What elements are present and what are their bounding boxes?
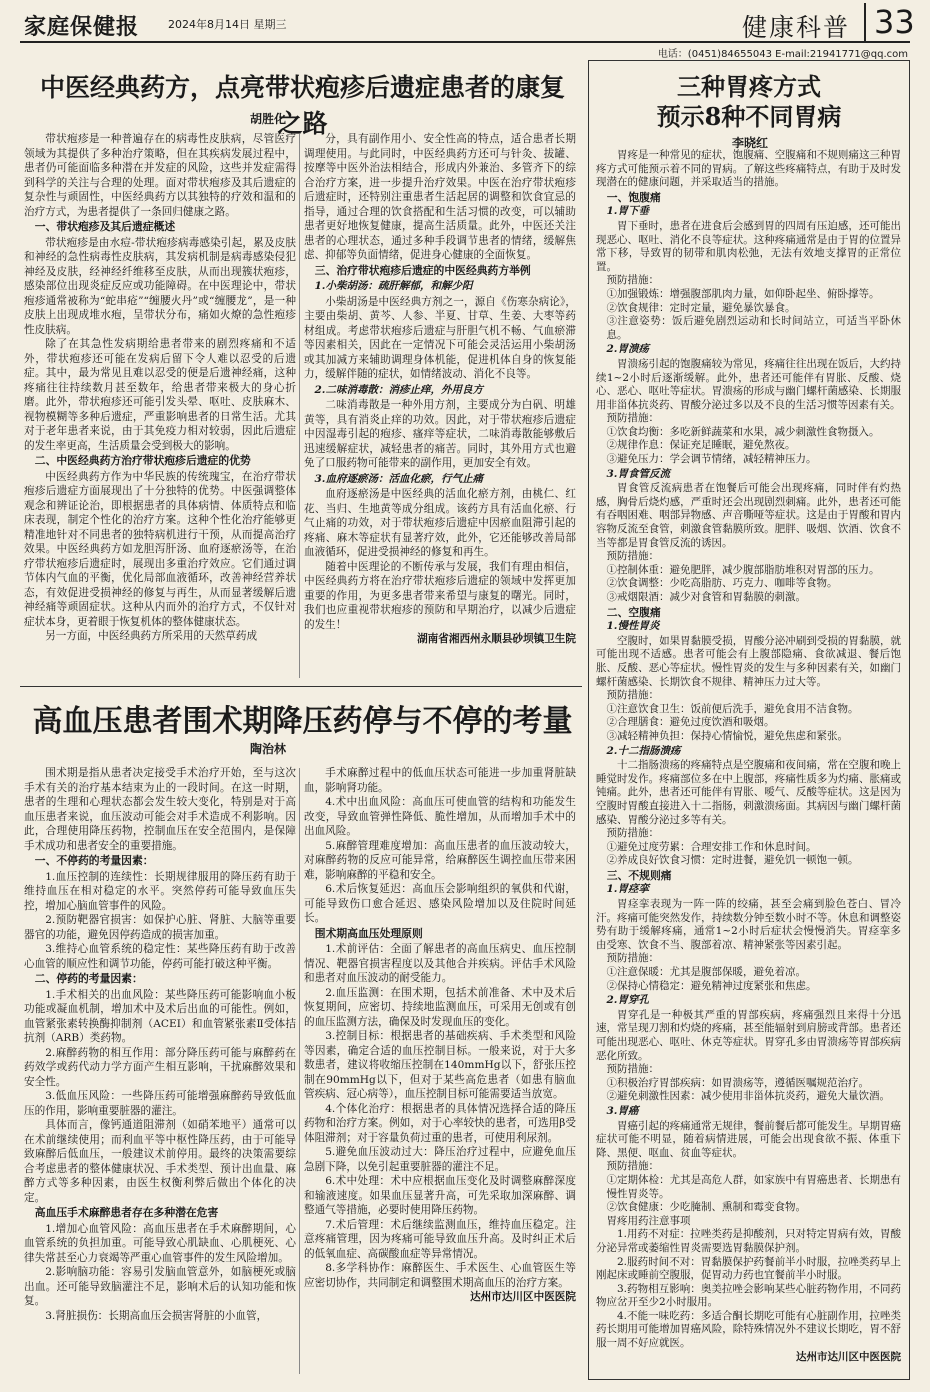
list-item: ②养成良好饮食习惯：定时进餐，避免饥一顿饱一顿。 (606, 854, 859, 867)
paragraph: 1.增加心血管风险：高血压患者在手术麻醉期间，心血管系统的负担加重。可能导致心肌缺血、心肌梗死、心律失常甚至心力衰竭等严重心血管事件的发生风险增加。 (24, 1222, 296, 1264)
article2-title: 高血压患者围术期降压药停与不停的考量 (32, 704, 573, 739)
article2-column-2 (304, 766, 576, 1378)
list-item: ③戒烟限酒：减少对食管和胃黏膜的刺激。 (606, 591, 806, 603)
list-item: ②保持心情稳定：避免精神过度紧张和焦虑。 (606, 979, 817, 992)
list-item: ②饮食规律：定时定量，避免暴饮暴食。 (606, 301, 796, 314)
paragraph: 6.术中处理：术中应根据血压变化及时调整麻醉深度和输液速度。如果血压显著升高，可先采取加深麻醉、调整通气等措施，必要时使用降压药物。 (304, 1175, 576, 1216)
subheading: 围术期高血压处理原则 (314, 926, 423, 940)
sub-subheading: 1.慢性胃炎 (606, 620, 660, 633)
paragraph: 另一方面，中医经典药方所采用的天然草药成 (45, 630, 258, 642)
paragraph: 2.服药时间不对：胃黏膜保护药餐前半小时服，拉唑类药早上刚起床或睡前空腹服，促胃动力药也宜餐前半小时服。 (596, 1255, 901, 1282)
list-item: ②饮食调整：少吃高脂肪、巧克力、咖啡等食物。 (606, 577, 838, 590)
paragraph: 中医经典药方作为中华民族的传统瑰宝，在治疗带状疱疹后遗症方面展现出了十分独特的优势。中医强调整体观念和辨证论治，即根据患者的具体病情、体质特点和临床表现，制定个性化的治疗方案。这种个性化治疗能够更精准地针对不同患者的独特病机进行干预，从而提高治疗效果。中医经典药方如龙胆泻肝汤、血府逐瘀汤等，在治疗带状疱疹后遗症时，展现出多重治疗效应。它们通过调节体内气血的平衡，优化局部血液循环，改善神经营养状态，有效促进受损神经的修复与再生，从而显著缓解后遗神经痛等顽固症状。这种从内而外的治疗方式，不仅针对症状本身，更着眼于恢复机体的整体健康状态。 (24, 470, 296, 628)
list-item: ①控制体重：避免肥胖，减少腹部脂肪堆积对胃部的压力。 (606, 563, 880, 576)
subheading: 二、空腹痛 (606, 605, 661, 619)
paragraph: 胃癌引起的疼痛通常无规律，餐前餐后都可能发生。早期胃癌症状可能不明显，随着病情进展，可能会出现食欲不振、体重下降、黑便、呕血、贫血等症状。 (596, 1119, 901, 1159)
paragraph: 胃穿孔是一种极其严重的胃部疾病，疼痛强烈且来得十分迅速，常呈现刀割和灼烧的疼痛，甚至能辐射到肩膀或背部。患者还可能出现恶心、呕吐、休克等症状。胃穿孔多由胃溃疡等胃部疾病恶化所致。 (596, 1008, 901, 1062)
sub-subheading: 2.二味消毒散：消疹止痒，外用良方 (314, 383, 483, 396)
list-item: ①加强锻炼：增强腹部肌肉力量，如仰卧起坐、俯卧撑等。 (606, 287, 880, 300)
sub-subheading: 2.十二指肠溃疡 (606, 744, 681, 757)
subheading: 一、不停药的考量因素： (34, 854, 154, 867)
paragraph: 4.不能一味吃药：多适合酮长期吃可能有心脏副作用，拉唑类药长期用可能增加胃癌风险，除特殊情况外不建议长期吃，胃不舒服一周不好应就医。 (596, 1309, 901, 1350)
list-item: ①注意饮食卫生：饭前便后洗手，避免食用不洁食物。 (606, 702, 859, 715)
masthead-left (24, 10, 139, 41)
paragraph: 6.术后恢复延迟：高血压会影响组织的氧供和代谢，可能导致伤口愈合延迟、感染风险增加以及住院时间延长。 (304, 883, 576, 924)
page-number: 33 (864, 3, 915, 41)
article3-title-line2: 预示8种不同胃病 (656, 102, 842, 131)
article3-title-line1: 三种胃疼方式 (677, 72, 821, 101)
subheading: 一、带状疱疹及其后遗症概述 (34, 220, 176, 233)
paragraph: 3.肾脏损伤：长期高血压会损害肾脏的小血管， (45, 1309, 268, 1322)
article3-body (596, 149, 901, 1373)
paragraph: 手术麻醉过程中的低血压状态可能进一步加重肾脏缺血，影响肾功能。 (304, 767, 576, 794)
sub-subheading: 1.胃下垂 (606, 205, 649, 218)
list-item: 预防措施： (606, 827, 659, 840)
paragraph: 3.药物相互影响：奥美拉唑会影响某些心脏药物作用，不同药物应岔开至少2小时服用。 (596, 1282, 901, 1309)
paragraph: 1.用药不对症：拉唑类药是抑酸剂，只对特定胃病有效，胃酸分泌异常或萎缩性胃炎需要选胃黏膜保护剂。 (596, 1228, 901, 1254)
list-item: ①饮食均衡：多吃新鲜蔬菜和水果，减少刺激性食物摄入。 (606, 425, 880, 438)
paragraph: 围术期是指从患者决定接受手术治疗开始，至与这次手术有关的治疗基本结束为止的一段时间。在这一时期，患者的生理和心理状态都会发生较大变化，特别是对于高血压患者来说，血压波动可能会对手术造成不利影响。因此，合理使用降压药物，控制血压在安全范围内，是保障手术成功和患者安全的重要措施。 (24, 767, 296, 852)
author-affiliation: 达州市达川区中医医院 (796, 1350, 901, 1363)
list-item: ①定期体检：尤其是高危人群，如家族中有胃癌患者、长期患有慢性胃炎等。 (606, 1173, 901, 1200)
paragraph: 带状疱疹是一种普遍存在的病毒性皮肤病，尽管医疗领域为其提供了多种治疗策略，但在其疾病发展过程中，患者仍可能面临多种潜在并发症的风险，这些并发症需得到科学的关注与合理的处理。面对带状疱疹及其后遗症的复杂性与顽固性，中医经典药方以其独特的疗效和温和的治疗方式，为患者提供了一条回归健康之路。 (24, 133, 296, 218)
paragraph: 带状疱疹是由水痘-带状疱疹病毒感染引起，累及皮肤和神经的急性病毒性皮肤病，其发病机制是病毒感染侵犯神经及皮肤，经神经纤维移至皮肤，从而出现簇状疱疹，感染部位出现炎症反应或功能障碍。在中医理论中，带状疱疹通常被称为“蛇串疮”“缠腰火丹”或“缠腰龙”，是一种皮肤上出现成堆水疱，呈带状分布，痛如火燎的急性疱疹性皮肤病。 (24, 236, 296, 336)
list-item: ②合理膳食：避免过度饮酒和吸烟。 (606, 716, 775, 729)
list-item: 预防措施： (606, 952, 659, 965)
article-divider (20, 686, 582, 687)
list-item: ③注意姿势：饭后避免剧烈运动和长时间站立，可适当平卧休息。 (606, 315, 901, 341)
sub-subheading: 3.血府逐瘀汤：活血化瘀，行气止痛 (314, 472, 483, 485)
paragraph: 除了在其急性发病期给患者带来的剧烈疼痛和不适外，带状疱疹还可能在发病后留下令人难以忍受的后遗症。其中，最为常见且难以忍受的便是后遗神经痛，这种疼痛往往持续数月甚至数年，给患者带来极大的身心折磨。此外，带状疱疹还可能引发头晕、呕吐、皮肤麻木、视物模糊等多种后遗症，严重影响患者的日常生活。尤其对于老年患者来说，由于其免疫力相对较弱，因此后遗症的发生率更高，生活质量会受到极大的影响。 (24, 338, 296, 452)
paragraph: 1.手术相关的出血风险：某些降压药可能影响血小板功能或凝血机制，增加术中及术后出血的可能性。例如，血管紧张素转换酶抑制剂（ACEI）和血管紧张素Ⅱ受体拮抗剂（ARB）类药物。 (24, 988, 296, 1044)
paragraph: 4.个体化治疗：根据患者的具体情况选择合适的降压药物和治疗方案。例如，对于心率较快的患者，可选用β受体阻滞剂；对于容量负荷过重的患者，可使用利尿剂。 (304, 1102, 576, 1144)
paragraph: 8.多学科协作：麻醉医生、手术医生、心血管医生等应密切协作，共同制定和调整围术期高血压的治疗方案。 (304, 1262, 576, 1289)
paragraph: 胃痉挛表现为一阵一阵的绞痛，甚至会痛到脸色苍白、冒冷汗。疼痛可能突然发作，持续数分钟至数小时不等。休息和调整姿势有助于缓解疼痛，通常1~2小时后症状会慢慢消失。胃痉挛多由受寒、饮食不当、腹部着凉、精神紧张等因素引起。 (596, 898, 901, 951)
contact-info: 电话：(0451)84655043 E-mail:21941771@qq.com (657, 49, 908, 60)
paragraph: 胃食管反流病患者在饱餐后可能会出现疼痛，同时伴有灼热感，胸骨后烧灼感，严重时还会出现剧烈刺痛。此外，患者还可能有吞咽困难、咽部异物感、声音嘶哑等症状。这是由于胃酸和胃内容物反流至食管，刺激食管黏膜所致。肥胖、吸烟、饮酒、饮食不当等都是胃食管反流的诱因。 (596, 482, 901, 549)
article2-column-1 (24, 766, 296, 1378)
list-item: ②规律作息：保证充足睡眠，避免熬夜。 (606, 439, 796, 452)
list-item: 预防措施： (606, 412, 659, 425)
list-item: 预防措施： (606, 274, 659, 287)
sub-subheading: 2.胃穿孔 (606, 994, 649, 1007)
sub-subheading: 2.胃溃疡 (606, 343, 649, 356)
paragraph: 分，具有副作用小、安全性高的特点，适合患者长期调理使用。与此同时，中医经典药方还可与针灸、拔罐、按摩等中医外治法相结合，形成内外兼治、多管齐下的综合治疗方案，进一步提升治疗效果。中医在治疗带状疱疹后遗症时，还特别注重患者生活起居的调整和饮食宜忌的指导，通过合理的饮食搭配和生活习惯的改变，可以辅助患者更好地恢复健康，提高生活质量。此外，中医还关注患者的心理状态，通过多种手段调节患者的情绪，缓解焦虑、抑郁等负面情绪，促进身心健康的全面恢复。 (304, 133, 576, 261)
paragraph: 胃溃疡引起的饱腹痛较为常见，疼痛往往出现在饭后，大约持续1~2小时后逐渐缓解。此外，患者还可能伴有胃胀、反酸、烧心、恶心、呕吐等症状。胃溃疡的形成与幽门螺杆菌感染、长期服用非甾体抗炎药、胃酸分泌过多以及不良的生活习惯等因素有关。 (596, 357, 901, 411)
section-title: 健康科普 (742, 13, 851, 42)
paragraph: 2.麻醉药物的相互作用：部分降压药可能与麻醉药在药效学或药代动力学方面产生相互影响，干扰麻醉效果和安全性。 (24, 1046, 296, 1088)
list-item: 预防措施： (606, 1063, 659, 1076)
paragraph: 3.维持心血管系统的稳定性：某些降压药有助于改善心血管的顺应性和调节功能，停药可能打破这种平衡。 (24, 943, 296, 970)
list-item: ②饮食健康：少吃腌制、熏制和霉变食物。 (606, 1201, 806, 1214)
paragraph: 2.影响脑功能：容易引发脑血管意外，如脑梗死或脑出血。还可能导致脑灌注不足，影响术后的认知功能和恢复。 (24, 1266, 296, 1307)
paragraph: 5.麻醉管理难度增加：高血压患者的血压波动较大，对麻醉药物的反应可能异常，给麻醉医生调控血压带来困难，影响麻醉的平稳和安全。 (304, 839, 576, 881)
paragraph: 2.预防靶器官损害：如保护心脏、肾脏、大脑等重要器官的功能，避免因停药造成的损害加重。 (24, 914, 296, 941)
sub-subheading: 1.胃痉挛 (606, 883, 649, 896)
list-item: ③避免压力：学会调节情绪，减轻精神压力。 (606, 453, 817, 466)
article1-author: 胡胜化 (250, 112, 287, 126)
paragraph: 1.血压控制的连续性：长期规律服用的降压药有助于维持血压在相对稳定的水平。突然停药可能导致血压失控，增加心脑血管事件的风险。 (24, 870, 296, 912)
subheading: 三、不规则痛 (606, 868, 672, 882)
list-item: 预防措施： (606, 1160, 659, 1173)
list-item: 预防措施： (606, 550, 659, 563)
list-item: 胃疼用药注意事项 (606, 1214, 691, 1227)
sub-subheading: 3.胃癌 (606, 1104, 639, 1117)
paragraph: 3.低血压风险：一些降压药可能增强麻醉药导致低血压的作用，影响重要脏器的灌注。 (24, 1090, 296, 1117)
list-item: ①注意保暖：尤其是腹部保暖，避免着凉。 (606, 966, 806, 979)
subheading: 三、治疗带状疱疹后遗症的中医经典药方举例 (314, 263, 531, 277)
column-divider-2 (299, 768, 300, 1374)
subheading: 高血压手术麻醉患者存在多种潜在危害 (34, 1206, 219, 1219)
sub-subheading: 1.小柴胡汤：疏肝解郁，和解少阳 (314, 280, 473, 292)
paper-name: 家庭保健报 (24, 15, 140, 40)
paragraph: 小柴胡汤是中医经典方剂之一，源自《伤寒杂病论》，主要由柴胡、黄芩、人参、半夏、甘草、生姜、大枣等药材组成。考虑带状疱疹后遗症与肝胆气机不畅、气血瘀滞等因素相关，因此在一定情况下可能会灵活运用小柴胡汤或其加减方来辅助调理身体机能，促进机体自身的恢复能力，缓解伴随的症状，如情绪波动、消化不良等。 (304, 295, 576, 380)
paragraph: 胃疼是一种常见的症状，饱腹痛、空腹痛和不规则痛这三种胃疼方式可能预示着不同的胃病。了解这些疼痛特点，有助于及时发现潜在的健康问题，并采取适当的措施。 (596, 149, 901, 189)
article2-author: 陶治林 (250, 742, 287, 756)
author-affiliation: 达州市达川区中医医院 (470, 1291, 576, 1303)
paragraph: 4.术中出血风险：高血压可使血管的结构和功能发生改变，导致血管弹性降低、脆性增加，从而增加手术中的出血风险。 (304, 796, 576, 837)
list-item: ②避免刺激性因素：减少使用非甾体抗炎药，避免大量饮酒。 (606, 1090, 890, 1103)
sub-subheading: 3.胃食管反流 (606, 467, 670, 480)
list-item: ③减轻精神负担：保持心情愉悦，避免焦虑和紧张。 (606, 729, 848, 742)
article3-title (592, 72, 906, 132)
issue-date: 2024年8月14日 星期三 (168, 18, 287, 31)
paragraph: 3.控制目标：根据患者的基础疾病、手术类型和风险等因素，确定合适的血压控制目标。一般来说，对于大多数患者，建议将收缩压控制在140mmHg以下，舒张压控制在90mmHg以下，但对于某些高危患者（如患有脑血管疾病、冠心病等），血压控制目标可能需要适当放宽。 (304, 1030, 576, 1100)
paragraph: 7.术后管理：术后继续监测血压，维持血压稳定。注意疼痛管理，因为疼痛可能导致血压升高。及时纠正术后的低氧血症、高碳酸血症等异常情况。 (304, 1218, 576, 1260)
paragraph: 5.避免血压波动过大：降压治疗过程中，应避免血压急剧下降，以免引起重要脏器的灌注不足。 (304, 1146, 576, 1173)
subheading: 二、停药的考量因素： (34, 972, 143, 985)
paragraph: 空腹时，如果胃黏膜受损，胃酸分泌冲刷到受损的胃黏膜，就可能出现不适感。患者可能会有上腹部隐痛、食欲减退、餐后饱胀、反酸、恶心等症状。慢性胃炎的发生与多种因素有关，如幽门螺杆菌感染、长期饮食不规律、精神压力过大等。 (596, 634, 901, 688)
list-item: ①积极治疗胃部疾病：如胃溃疡等，遵循医嘱规范治疗。 (606, 1076, 869, 1089)
list-item: ①避免过度劳累：合理安排工作和休息时间。 (606, 840, 817, 853)
article1-column-2 (304, 132, 576, 680)
list-item: 预防措施： (606, 689, 659, 702)
paragraph: 随着中医理论的不断传承与发展，我们有理由相信，中医经典药方将在治疗带状疱疹后遗症的领域中发挥更加重要的作用，为更多患者带来希望与康复的曙光。同时，我们也应重视带状疱疹的预防和早期治疗，以减少后遗症的发生！ (304, 560, 576, 631)
column-divider-1 (299, 134, 300, 678)
masthead-rule (20, 41, 910, 43)
subheading: 二、中医经典药方治疗带状疱疹后遗症的优势 (34, 454, 251, 467)
paragraph: 血府逐瘀汤是中医经典的活血化瘀方剂，由桃仁、红花、当归、生地黄等成分组成。该药方具有活血化瘀、行气止痛的功效，对于带状疱疹后遗症中因瘀血阻滞引起的疼痛、麻木等症状有显著疗效，此外，它还能够改善局部血液循环，促进受损神经的修复和再生。 (304, 488, 576, 558)
paragraph: 十二指肠溃疡的疼痛特点是空腹痛和夜间痛，常在空腹和晚上睡觉时发作。疼痛部位多在中上腹部，疼痛性质多为灼痛、胀痛或钝痛。此外，患者还可能伴有胃胀、嗳气、反酸等症状。这是因为空腹时胃酸直接进入十二指肠，刺激溃疡面。其病因与幽门螺杆菌感染、胃酸分泌过多等有关。 (596, 759, 901, 826)
article3-author: 李晓红 (731, 136, 768, 150)
article1-column-1 (24, 132, 296, 680)
author-affiliation: 湖南省湘西州永顺县砂坝镇卫生院 (417, 633, 576, 645)
paragraph: 胃下垂时，患者在进食后会感到胃的四周有压迫感，还可能出现恶心、呕吐、消化不良等症状。这种疼痛通常是由于胃的位置异常下移，导致胃的韧带和肌肉松弛，无法有效地支撑胃的正常位置。 (596, 219, 901, 273)
paragraph: 1.术前评估：全面了解患者的高血压病史、血压控制情况、靶器官损害程度以及其他合并疾病。评估手术风险和患者对血压波动的耐受能力。 (304, 943, 576, 984)
paragraph: 二味消毒散是一种外用方剂，主要成分为白矾、明雄黄等，具有消炎止痒的功效。因此，对于带状疱疹后遗症中因湿毒引起的疱疹、瘙痒等症状，二味消毒散能够敷后迅速缓解症状，减轻患者的痛苦。同时，其外用方式也避免了口服药物可能带来的副作用，更加安全有效。 (304, 399, 576, 469)
article1-title: 中医经典药方，点亮带状疱疹后遗症患者的康复之路 (39, 73, 565, 138)
paragraph: 具体而言，像钙通道阻滞剂（如硝苯地平）通常可以在术前继续使用；而利血平等中枢性降压药，由于可能导致麻醉后低血压，一般建议术前停用。最终的决策需要综合考虑患者的整体健康状况、手术类型、预计出血量、麻醉方式等多种因素，由医生权衡利弊后做出个体化的决定。 (24, 1119, 296, 1204)
paragraph: 2.血压监测：在围术期，包括术前准备、术中及术后恢复期间，应密切、持续地监测血压，可采用无创或有创的血压监测方法，确保及时发现血压的变化。 (304, 986, 576, 1028)
subheading: 一、饱腹痛 (606, 190, 661, 204)
